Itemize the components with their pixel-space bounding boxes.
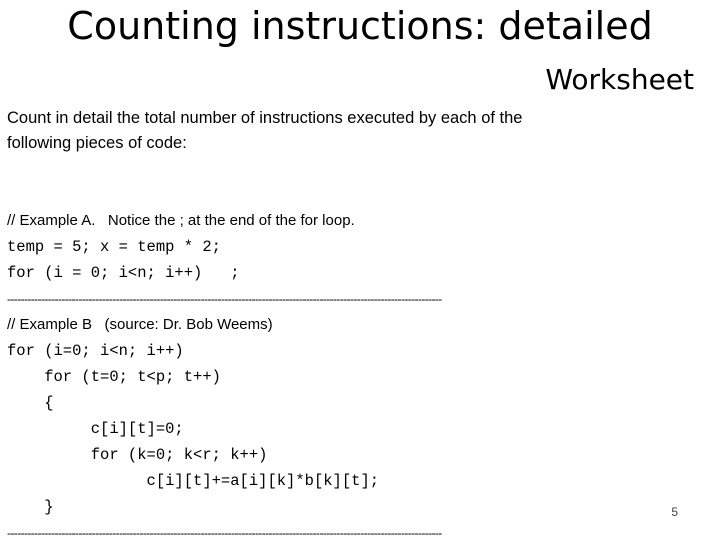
code-line: for (k=0; k<r; k++) [7, 446, 268, 464]
code-line: c[i][t]+=a[i][k]*b[k][t]; [7, 472, 380, 490]
code-block [7, 208, 707, 546]
slide-title: Counting instructions: detailed [67, 4, 653, 48]
code-line: { [7, 394, 54, 412]
code-line: // Example B (source: Dr. Bob Weems) [7, 316, 273, 333]
code-line: c[i][t]=0; [7, 420, 184, 438]
slide-subtitle: Worksheet [545, 63, 694, 96]
code-line: // Example A. Notice the ; at the end of the for loop. [7, 212, 355, 229]
code-line: for (i = 0; i<n; i++) ; [7, 264, 240, 282]
page-number: 5 [671, 505, 678, 519]
separator-line: -------------------------------------------------------------------------------------------------------------------------------- [7, 292, 442, 306]
code-line: temp = 5; x = temp * 2; [7, 238, 221, 256]
separator-line: -------------------------------------------------------------------------------------------------------------------------------- [7, 526, 442, 540]
intro-line: following pieces of code: [7, 134, 187, 152]
code-line: for (i=0; i<n; i++) [7, 342, 184, 360]
code-line: } [7, 498, 54, 516]
intro-line: Count in detail the total number of instructions executed by each of the [7, 109, 523, 127]
intro-text [7, 106, 647, 156]
code-line: for (t=0; t<p; t++) [7, 368, 221, 386]
